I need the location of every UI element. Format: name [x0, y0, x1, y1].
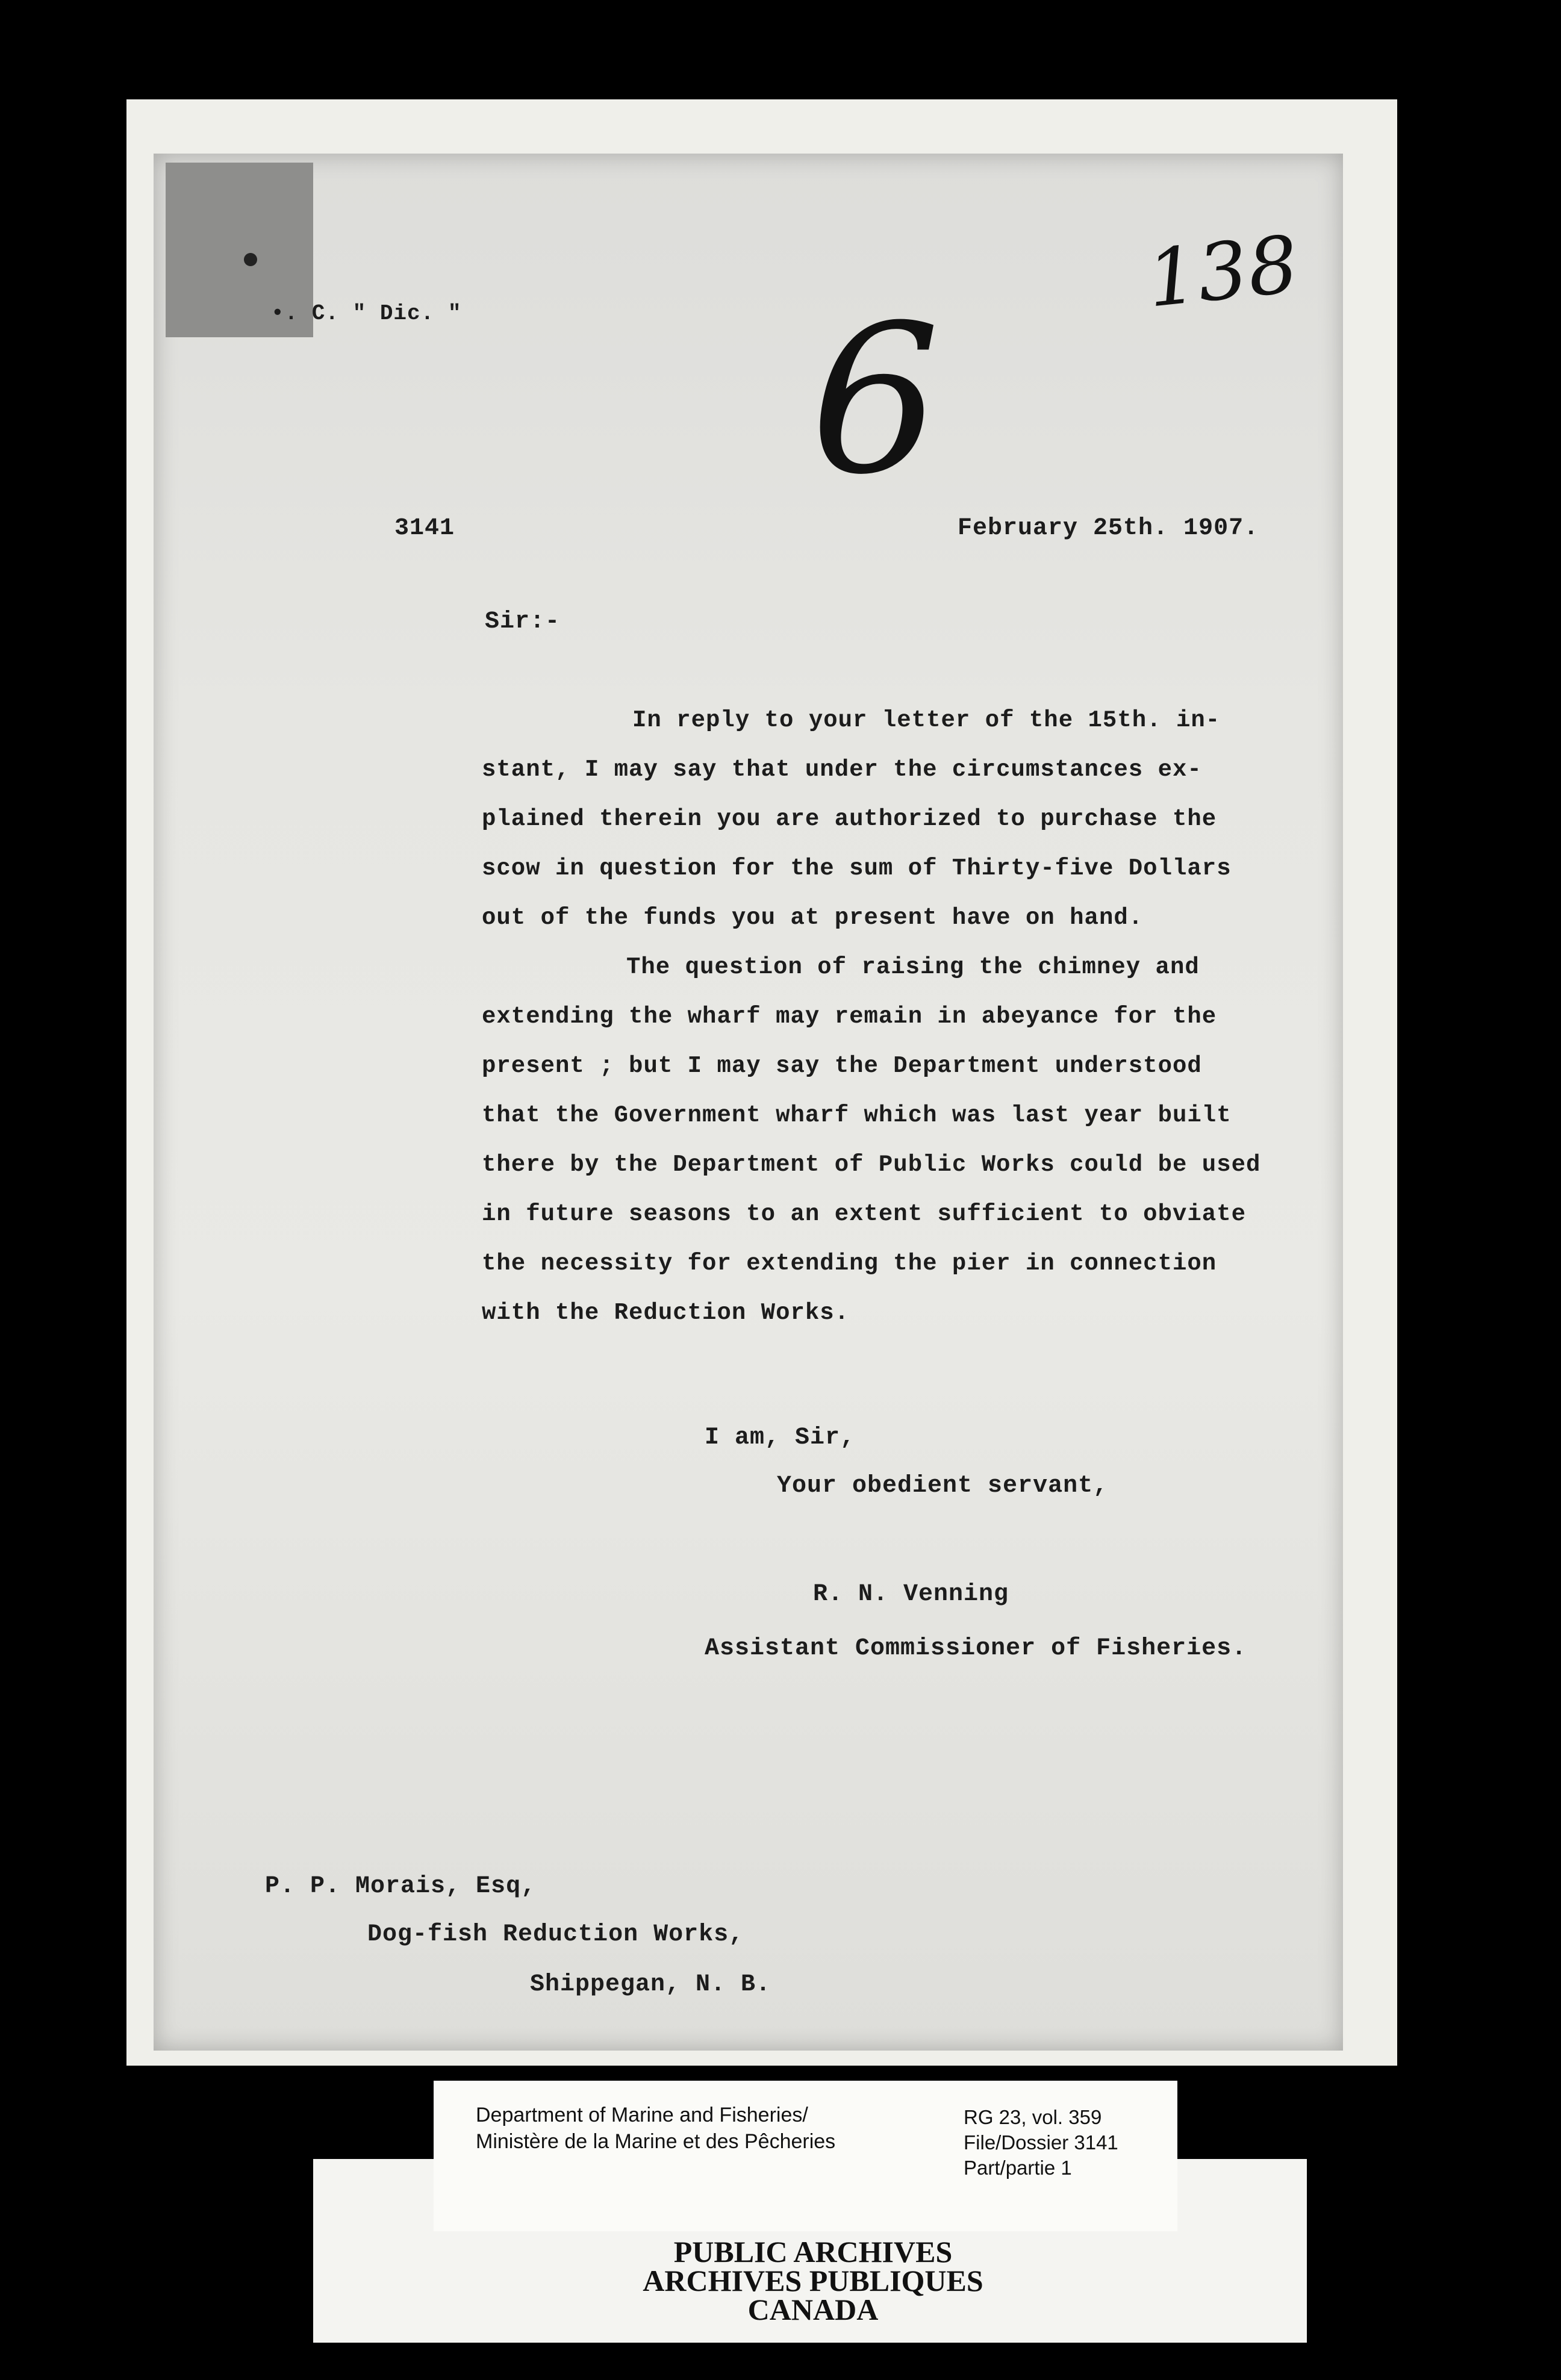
addressee-name: P. P. Morais, Esq, — [265, 1873, 537, 1900]
text-line: the necessity for extending the pier in connection — [482, 1250, 1217, 1277]
label-reference — [964, 2105, 1118, 2181]
text-line: with the Reduction Works. — [482, 1300, 850, 1326]
folio-mark: 6 — [810, 281, 941, 520]
department-english: Department of Marine and Fisheries/ — [476, 2104, 808, 2126]
text-line: out of the funds you at present have on hand. — [482, 905, 1144, 931]
text-line: In reply to your letter of the 15th. in- — [632, 707, 1221, 734]
reference-number: 3141 — [394, 515, 455, 542]
text-line: there by the Department of Public Works could be used — [482, 1151, 1261, 1178]
letter-page — [154, 154, 1343, 2051]
signer-name: R. N. Venning — [813, 1581, 1009, 1608]
text-line: plained therein you are authorized to purchase the — [482, 806, 1217, 832]
salutation: Sir:- — [485, 608, 561, 635]
page-number: 138 — [1142, 218, 1303, 325]
letter-date: February 25th. 1907. — [958, 515, 1259, 542]
text-line: present ; but I may say the Department understood — [482, 1053, 1202, 1079]
file-code: •. C. " Dic. " — [271, 301, 462, 326]
text-line: scow in question for the sum of Thirty-five Dollars — [482, 855, 1232, 882]
label-department — [476, 2102, 835, 2155]
addressee-place: Shippegan, N. B. — [530, 1971, 771, 1998]
text-line: The question of raising the chimney and — [626, 954, 1200, 980]
archive-label — [434, 2081, 1177, 2231]
text-line: extending the wharf may remain in abeyance for the — [482, 1003, 1217, 1030]
addressee-organization: Dog-fish Reduction Works, — [367, 1921, 744, 1948]
stamp-line-3: CANADA — [747, 2293, 879, 2326]
signer-title: Assistant Commissioner of Fisheries. — [705, 1635, 1247, 1662]
paragraph-1 — [482, 696, 1337, 942]
part-number: Part/partie 1 — [964, 2157, 1072, 2179]
punch-hole — [244, 253, 257, 266]
file-number: File/Dossier 3141 — [964, 2131, 1118, 2154]
department-french: Ministère de la Marine et des Pêcheries — [476, 2130, 836, 2153]
record-group: RG 23, vol. 359 — [964, 2106, 1102, 2128]
paragraph-2 — [482, 942, 1337, 1338]
stamp-line-2: ARCHIVES PUBLIQUES — [643, 2264, 983, 2297]
closing-line-1: I am, Sir, — [705, 1424, 856, 1451]
archives-stamp — [602, 2237, 1024, 2324]
stamp-line-1: PUBLIC ARCHIVES — [673, 2235, 953, 2269]
text-line: stant, I may say that under the circumstances ex- — [482, 756, 1202, 783]
closing-line-2: Your obedient servant, — [777, 1472, 1109, 1500]
text-line: in future seasons to an extent sufficient to obviate — [482, 1201, 1246, 1227]
text-line: that the Government wharf which was last year built — [482, 1102, 1232, 1129]
letter-body — [482, 696, 1337, 1338]
